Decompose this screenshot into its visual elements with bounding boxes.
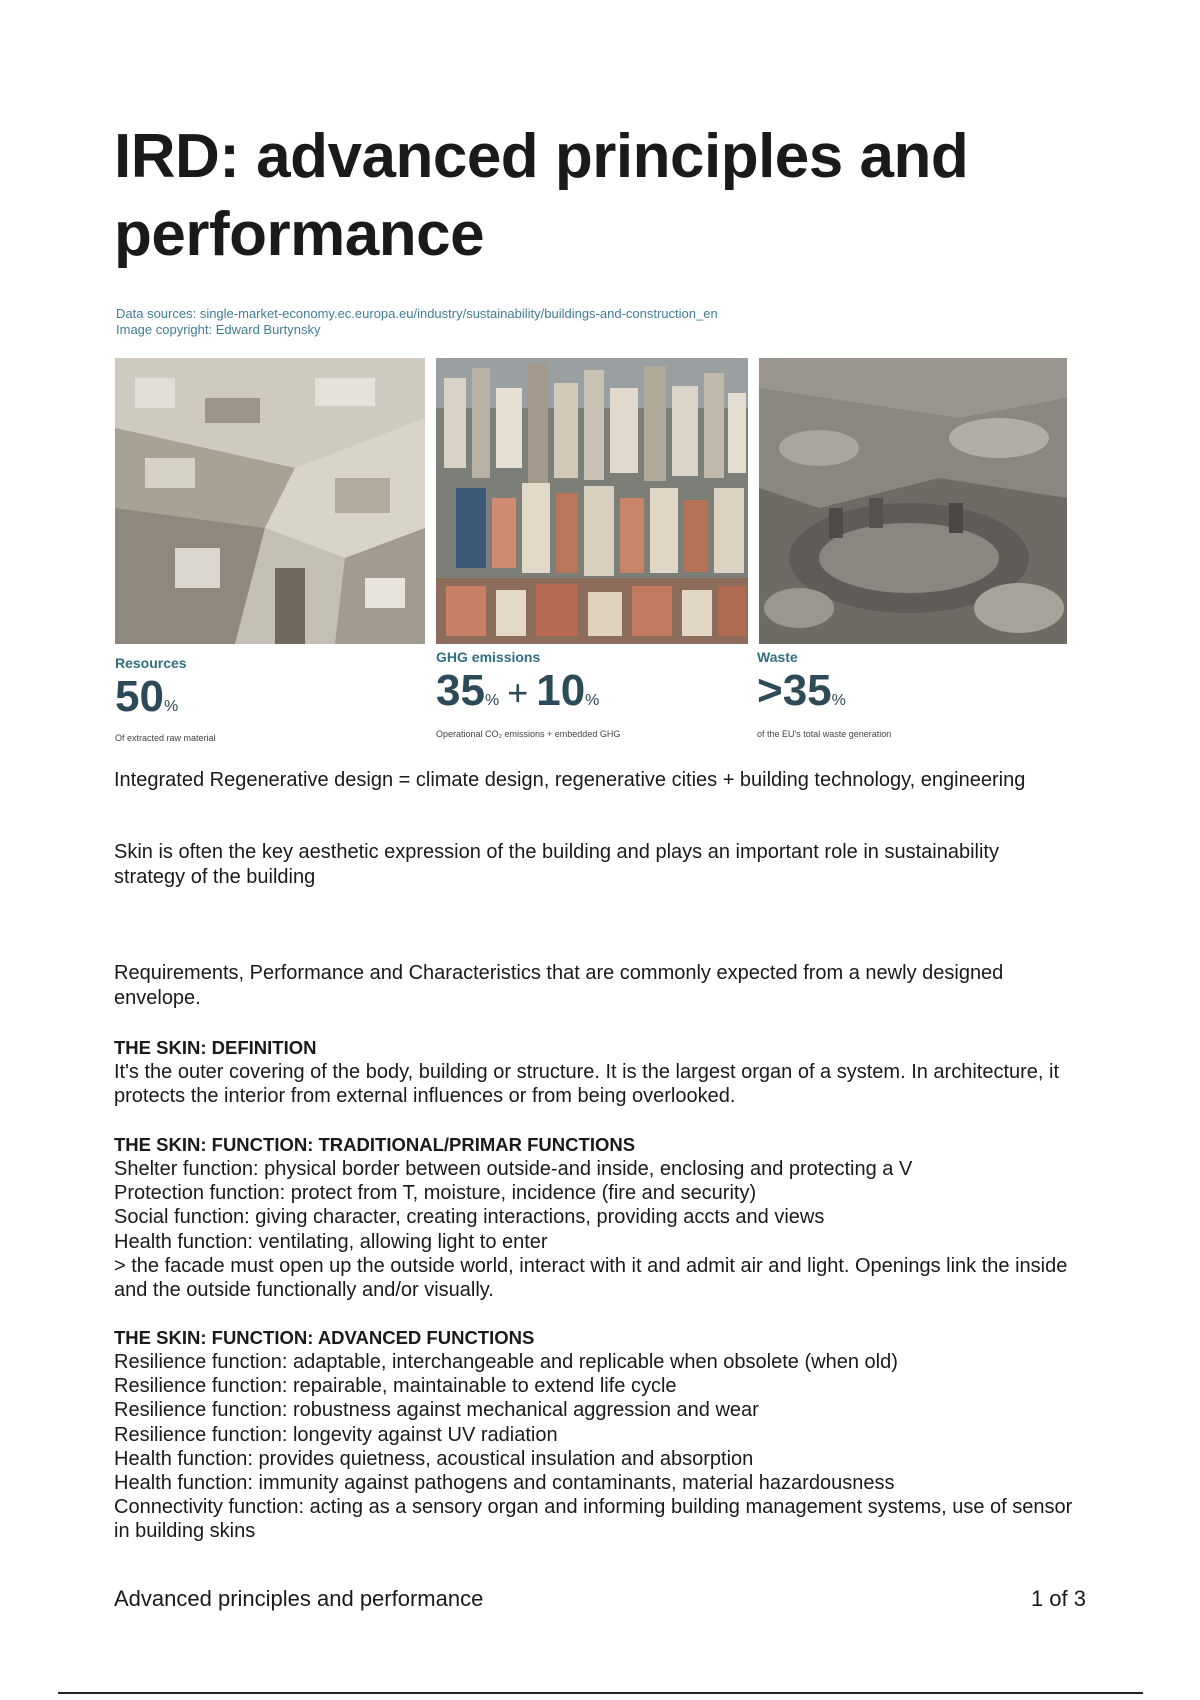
stat-resources-value (115, 672, 425, 732)
stat-resources-caption: Of extracted raw material (115, 733, 216, 743)
section-line: Resilience function: repairable, maintainable to extend life cycle (114, 1375, 677, 1398)
bottom-divider (58, 1692, 1143, 1694)
stat-ghg-caption: Operational CO₂ emissions + embedded GHG (436, 729, 621, 739)
footer-title: Advanced principles and performance (114, 1586, 484, 1611)
stat-waste (757, 648, 1067, 740)
section-line: Resilience function: robustness against mechanical aggression and wear (114, 1399, 759, 1422)
intro-paragraph-ird: Integrated Regenerative design = climate design, regenerative cities + building technology, engineering (114, 769, 1026, 791)
section-line: Connectivity function: acting as a sensory organ and informing building management systems, use of sensor in building skins (114, 1496, 1073, 1543)
section-line: Protection function: protect from T, moisture, incidence (fire and security) (114, 1182, 757, 1205)
stat-resources-number: 50 (115, 672, 164, 721)
page-number: 1 of 3 (1030, 1586, 1086, 1611)
stat-ghg-plus: + (507, 672, 529, 713)
stat-resources-label: Resources (115, 655, 187, 671)
intro-paragraph-skin: Skin is often the key aesthetic expression of the building and plays an important role in sustainability strategy of the building (114, 841, 999, 888)
stat-ghg-operational-number: 35 (436, 666, 485, 715)
section-line: Social function: giving character, creating interactions, providing accts and views (114, 1206, 825, 1229)
section-line: It's the outer covering of the body, building or structure. It is the largest organ of a system. In architecture, it protects the interior from external influences or from being overlooked. (114, 1061, 1060, 1108)
stat-waste-label: Waste (757, 649, 798, 665)
section-line: Health function: immunity against pathogens and contaminants, material hazardousness (114, 1472, 895, 1495)
stat-ghg-operational-unit: % (484, 692, 500, 709)
section-line: Resilience function: longevity against UV radiation (114, 1423, 558, 1446)
data-sources (116, 306, 1016, 338)
section-heading: THE SKIN: FUNCTION: ADVANCED FUNCTIONS (114, 1327, 535, 1348)
page-title: IRD: advanced principles and performance (114, 122, 969, 269)
section-skin-definition (114, 1036, 1074, 1108)
section-line: Health function: ventilating, allowing light to enter (114, 1230, 548, 1253)
section-skin-advanced-functions (114, 1326, 1074, 1544)
section-line: Resilience function: adaptable, interchangeable and replicable when obsolete (when old) (114, 1351, 898, 1373)
stat-waste-caption: of the EU's total waste generation (757, 729, 892, 739)
section-heading: THE SKIN: FUNCTION: TRADITIONAL/PRIMAR FUNCTIONS (114, 1134, 636, 1155)
section-line: Health function: provides quietness, acoustical insulation and absorption (114, 1447, 754, 1470)
quarry-photo (115, 358, 425, 644)
section-line: Shelter function: physical border between outside-and inside, enclosing and protecting a V (114, 1158, 913, 1180)
stat-ghg-embedded-unit: % (585, 692, 600, 709)
stat-waste-value (757, 666, 1067, 726)
stat-waste-number: >35 (757, 666, 832, 715)
stat-ghg-label: GHG emissions (436, 649, 541, 665)
data-sources-line: Data sources: single-market-economy.ec.europa.eu/industry/sustainability/buildings-and-construction_en (116, 306, 718, 321)
stat-ghg-value (436, 666, 746, 726)
stat-waste-unit: % (831, 692, 846, 709)
rubble-waste-photo (759, 358, 1067, 644)
stat-ghg-embedded-number: 10 (536, 666, 586, 715)
section-line: > the facade must open up the outside world, interact with it and admit air and light. Openings link the inside and the outside functionally and/or visually. (114, 1254, 1068, 1302)
image-copyright-line: Image copyright: Edward Burtynsky (116, 322, 321, 337)
stat-ghg-emissions (436, 648, 746, 740)
stat-resources-unit: % (163, 698, 179, 715)
section-heading: THE SKIN: DEFINITION (114, 1037, 317, 1058)
stat-resources (115, 654, 425, 744)
intro-paragraph-requirements: Requirements, Performance and Characteristics that are commonly expected from a newly designed envelope. (114, 962, 1004, 1009)
section-skin-traditional-functions (114, 1133, 1074, 1302)
city-aerial-photo (436, 358, 748, 644)
